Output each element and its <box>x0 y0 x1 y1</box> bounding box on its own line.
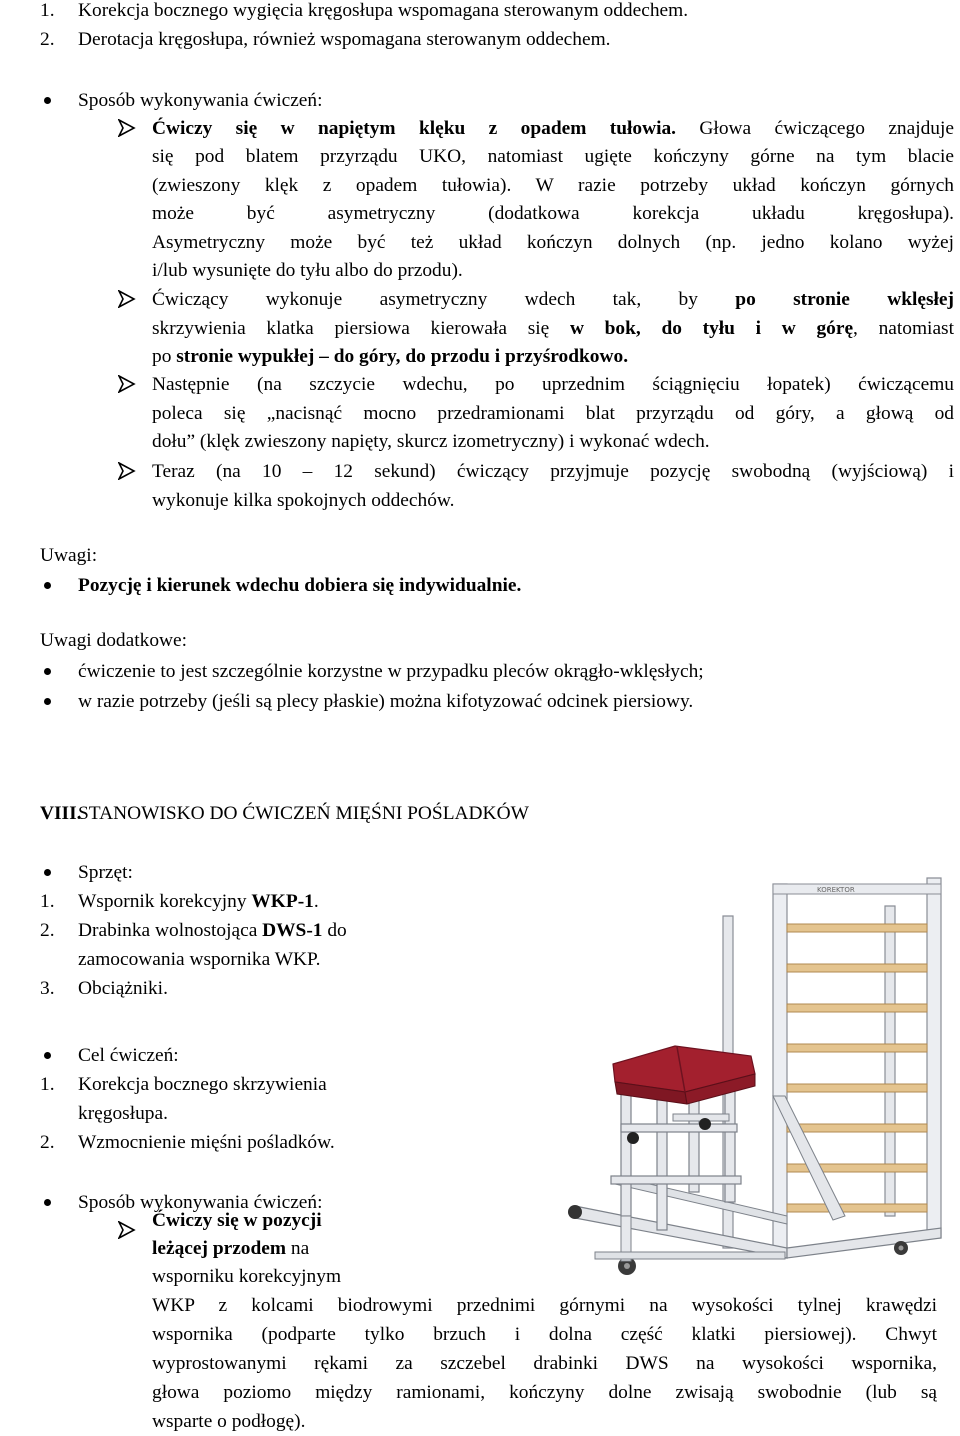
list-number: 2. <box>40 920 55 941</box>
list-number: 1. <box>40 891 55 912</box>
list-number: 3. <box>40 978 55 999</box>
text-line <box>152 199 954 228</box>
bold-text: w bok, do tyłu i w górę <box>569 317 854 339</box>
text-run: po <box>152 346 177 367</box>
bold-text: Ćwiczy się w pozycji <box>152 1210 322 1231</box>
bullet-icon <box>44 582 51 589</box>
text-run: skrzywienia klatka piersiowa kierowała się <box>152 317 570 339</box>
list-item-text: Derotacja kręgosłupa, również wspomagana sterowanym oddechem. <box>78 29 611 50</box>
text-line <box>152 285 954 314</box>
bullet-icon <box>44 698 51 705</box>
extra-notes-heading: Uwagi dodatkowe: <box>40 630 188 651</box>
text-run: Głowa ćwiczącego znajduje <box>676 118 954 139</box>
text-run: Asymetryczny może być też układ kończyn dolnych (np. jedno kolano wyżej <box>152 231 954 253</box>
equipment-photo <box>555 876 955 1286</box>
text-line <box>152 142 954 171</box>
text-line <box>152 1378 937 1407</box>
arrow-bullet-icon <box>118 290 136 308</box>
method-item <box>152 457 954 514</box>
arrow-bullet-icon <box>118 119 136 137</box>
list-item-text <box>78 974 168 1003</box>
text-line <box>152 427 954 456</box>
bold-text: po stronie wklęsłej <box>735 289 954 310</box>
text-run: na <box>286 1238 310 1259</box>
text-line <box>152 370 954 399</box>
bold-text: stronie wypukłej – do góry, do przodu i przyśrodkowo. <box>176 346 629 367</box>
text-run: i/lub wysunięte do tyłu albo do przodu). <box>152 260 463 281</box>
text-run: , natomiast <box>853 317 954 339</box>
text-run: wspornika (podparte tylko brzuch i dolna część klatki piersiowej). Chwyt <box>152 1324 937 1345</box>
text-run: może być asymetryczny (dodatkowa korekcja układu kręgosłupa). <box>152 203 954 224</box>
bold-text: DWS-1 <box>262 920 323 941</box>
text-line <box>152 1291 937 1320</box>
bullet-icon <box>44 869 51 876</box>
list-item-text: zamocowania wspornika WKP. <box>78 949 321 970</box>
svg-text:KOREKTOR: KOREKTOR <box>817 886 855 894</box>
list-number: 2. <box>40 29 55 50</box>
bullet-icon <box>44 668 51 675</box>
text-line <box>152 457 954 486</box>
list-number: 1. <box>40 0 55 21</box>
text-run: Wspornik korekcyjny <box>78 891 252 912</box>
text-line <box>152 314 954 343</box>
list-number: 2. <box>40 1132 55 1153</box>
notes-heading: Uwagi: <box>40 545 98 566</box>
extra-note-item: ćwiczenie to jest szczególnie korzystne w przypadku pleców okrągło-wklęsłych; <box>78 661 704 682</box>
list-item-text: Korekcja bocznego wygięcia kręgosłupa wspomagana sterowanym oddechem. <box>78 0 689 21</box>
text-line <box>152 342 954 371</box>
text-line <box>152 1349 937 1378</box>
arrow-bullet-icon <box>118 462 136 480</box>
list-item-text: Korekcja bocznego skrzywienia <box>78 1074 327 1095</box>
text-line <box>152 171 954 200</box>
text-run: do <box>322 920 347 941</box>
text-run: głowa poziomo między ramionami, kończyny dolne zwisają swobodnie (lub są <box>152 1382 937 1403</box>
text-run: (zwieszony klęk z opadem tułowia). W razie potrzeby układ kończyn górnych <box>152 174 954 196</box>
bold-text: leżącej przodem <box>152 1238 287 1259</box>
bold-text: WKP-1 <box>251 891 314 912</box>
text-run: wsparte o podłogę). <box>152 1411 306 1432</box>
text-line <box>152 1234 309 1263</box>
extra-note-item: w razie potrzeby (jeśli są plecy płaskie) można kifotyzować odcinek piersiowy. <box>78 691 694 712</box>
text-run: . <box>313 891 319 912</box>
bullet-icon <box>44 1199 51 1206</box>
method-item <box>152 370 954 456</box>
method-item <box>152 285 954 371</box>
text-line <box>152 114 954 142</box>
bullet-icon <box>44 97 51 104</box>
equipment-heading: Sprzęt: <box>78 862 133 883</box>
section-heading: Sposób wykonywania ćwiczeń: <box>78 1192 323 1213</box>
text-run: dołu” (klęk zwieszony napięty, skurcz izometryczny) i wykonać wdech. <box>152 431 710 452</box>
text-run: się pod blatem przyrządu UKO, natomiast ugięte kończyny górne na tym blacie <box>152 146 954 167</box>
list-item-text: kręgosłupa. <box>78 1103 168 1124</box>
text-run: wykonuje kilka spokojnych oddechów. <box>152 489 455 511</box>
text-run: Teraz (na 10 – 12 sekund) ćwiczący przyjmuje pozycję swobodną (wyjściową) i <box>152 461 954 482</box>
section-number: VIII. <box>40 803 82 824</box>
text-run: Obciążniki. <box>78 978 168 999</box>
text-run: Drabinka wolnostojąca <box>78 920 263 941</box>
list-item-text: Wzmocnienie mięśni pośladków. <box>78 1132 335 1153</box>
text-line <box>152 486 954 515</box>
method-item <box>152 114 954 285</box>
text-line <box>152 1206 322 1235</box>
text-line <box>152 228 954 257</box>
text-run: WKP z kolcami biodrowymi przednimi górnymi na wysokości tylnej krawędzi <box>152 1295 937 1316</box>
bold-text: Ćwiczy się w napiętym klęku z opadem tułowia. <box>152 118 677 139</box>
text-line <box>152 1262 341 1291</box>
gluteal-station-illustration <box>555 876 955 1286</box>
text-run: wsporniku korekcyjnym <box>152 1266 342 1287</box>
note-item: Pozycję i kierunek wdechu dobiera się indywidualnie. <box>78 575 522 596</box>
list-item-text <box>78 916 347 945</box>
goal-heading: Cel ćwiczeń: <box>78 1045 179 1066</box>
list-item-text <box>78 887 319 916</box>
arrow-bullet-icon <box>118 1221 136 1239</box>
section-title: STANOWISKO DO ĆWICZEŃ MIĘŚNI POŚLADKÓW <box>78 803 529 824</box>
text-run: Ćwiczący wykonuje asymetryczny wdech tak, by <box>152 289 736 310</box>
text-run: poleca się „nacisnąć mocno przedramionami blat przyrządu od góry, a głową od <box>152 402 954 424</box>
text-run: Następnie (na szczycie wdechu, po uprzednim ściągnięciu łopatek) ćwiczącemu <box>152 374 954 395</box>
text-line <box>152 1320 937 1349</box>
text-line <box>152 399 954 428</box>
section-heading: Sposób wykonywania ćwiczeń: <box>78 90 323 111</box>
list-number: 1. <box>40 1074 55 1095</box>
text-line <box>152 1407 305 1436</box>
text-line <box>152 256 954 285</box>
text-run: wyprostowanymi rękami za szczebel drabinki DWS na wysokości wspornika, <box>152 1353 937 1374</box>
bullet-icon <box>44 1052 51 1059</box>
arrow-bullet-icon <box>118 375 136 393</box>
